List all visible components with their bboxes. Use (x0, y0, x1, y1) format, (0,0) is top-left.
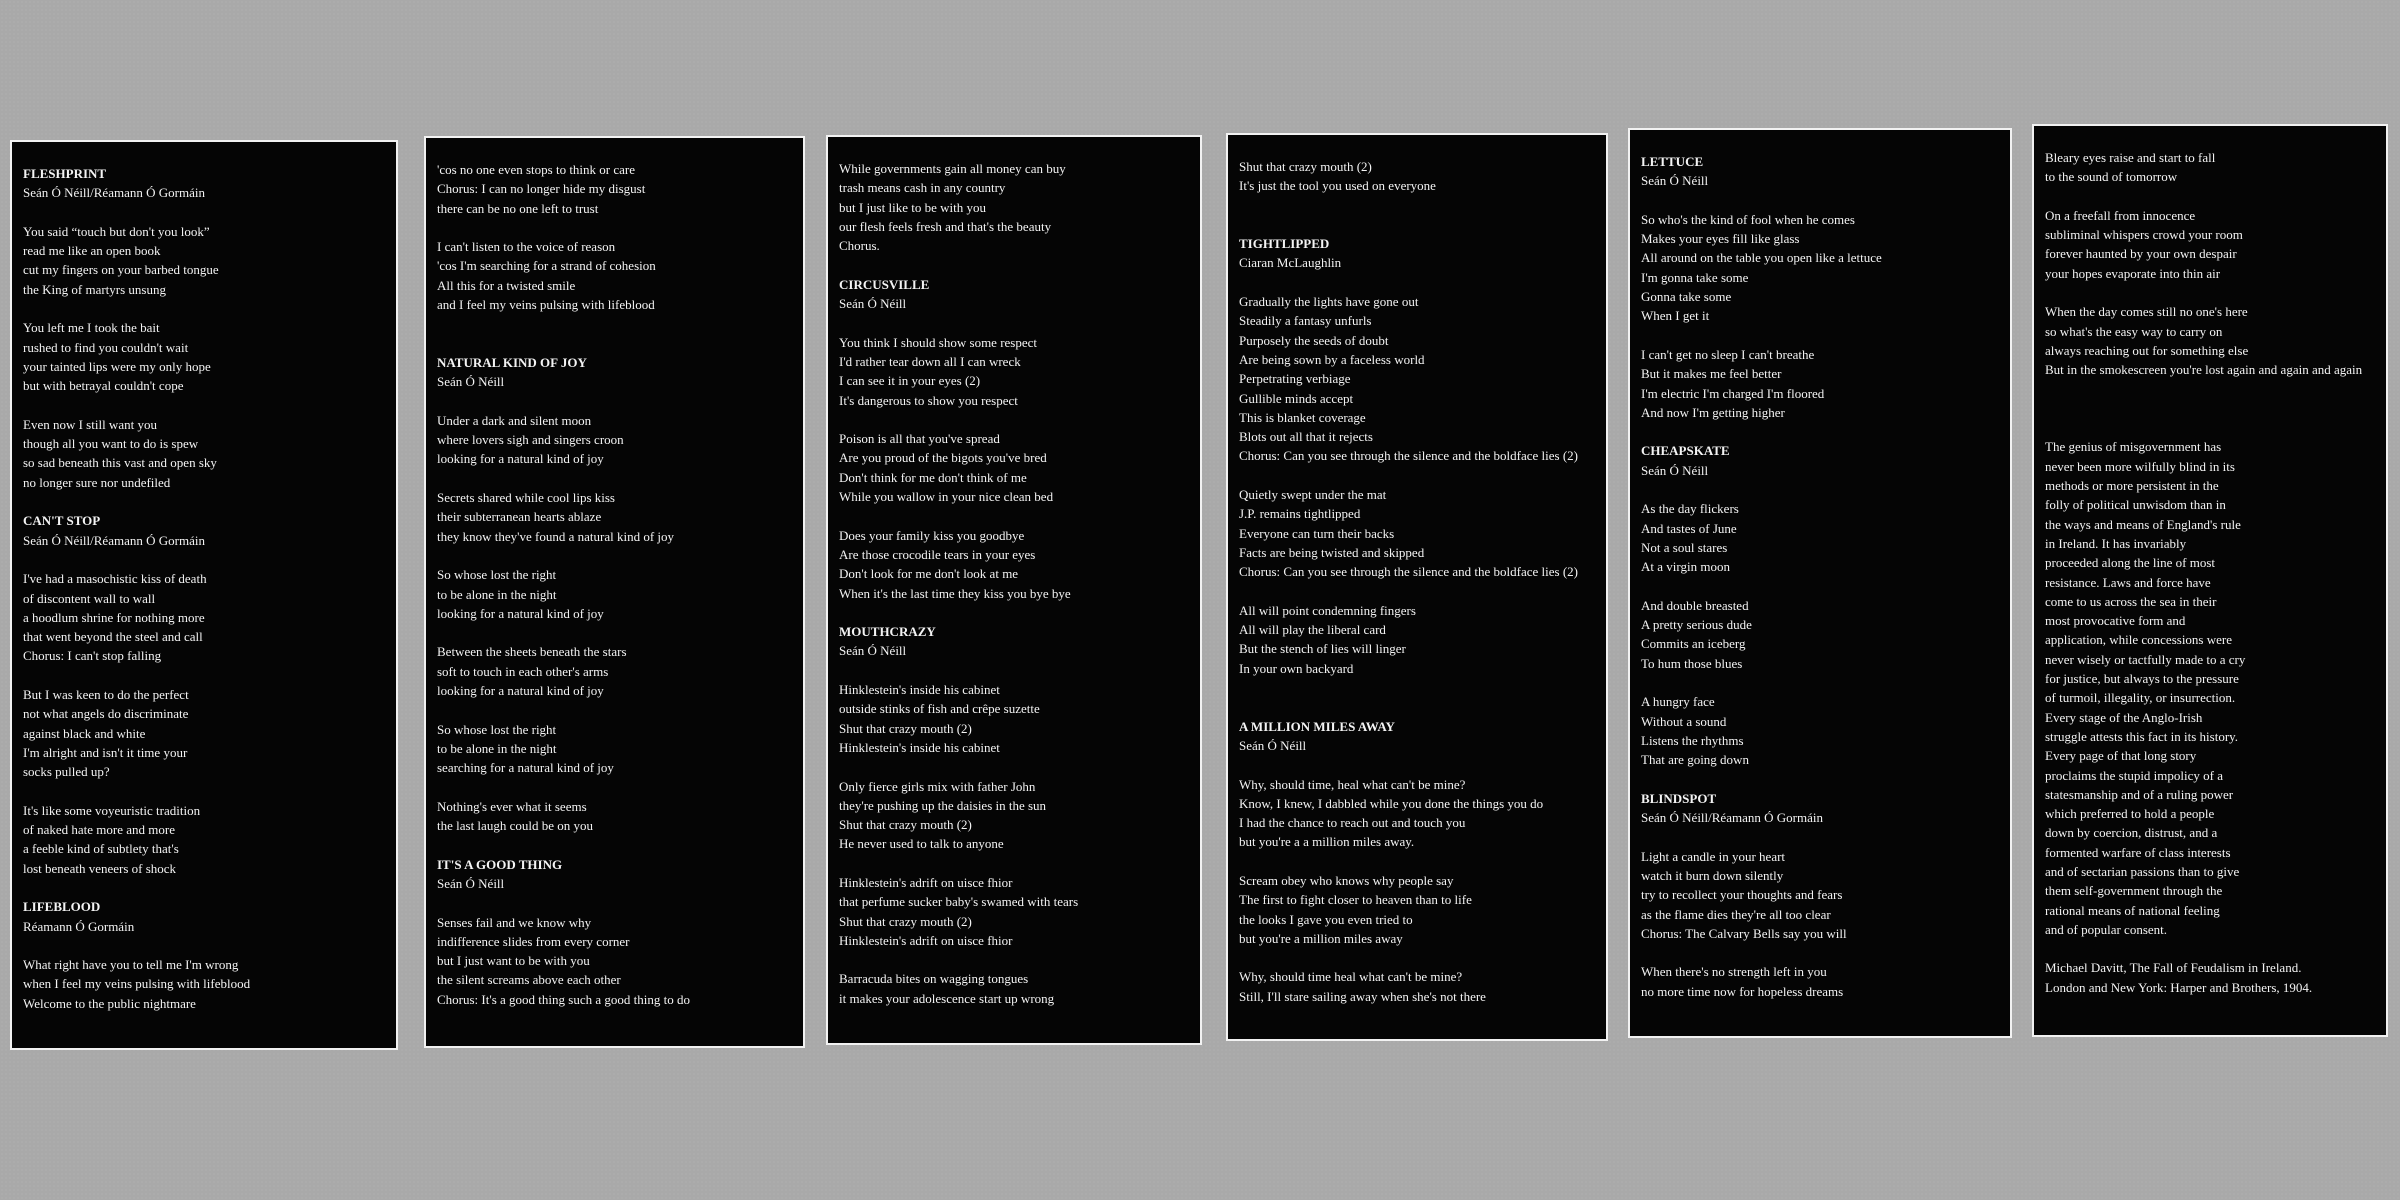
lyric-line: It's like some voyeuristic tradition (23, 802, 201, 818)
verse (437, 913, 793, 1009)
verse (1239, 157, 1596, 196)
lyric-line: Blots out all that it rejects (1239, 429, 1373, 445)
lyric-line: But the stench of lies will linger (1239, 641, 1406, 657)
lyric-line: Every stage of the Anglo-Irish (2045, 709, 2203, 725)
blank-line (2045, 399, 2376, 418)
lyric-line: Welcome to the public nightmare (23, 995, 196, 1011)
song-credit: Seán Ó Néill (1239, 737, 1307, 753)
lyric-line: Still, I'll stare sailing away when she's not there (1239, 988, 1486, 1004)
lyric-line: of discontent wall to wall (23, 590, 156, 606)
song-credit: Seán Ó Néill (839, 643, 907, 659)
lyric-line: no more time now for hopeless dreams (1641, 983, 1844, 999)
verse (437, 411, 793, 469)
lyric-line: What right have you to tell me I'm wrong (23, 957, 239, 973)
lyric-line: I'm electric I'm charged I'm floored (1641, 385, 1825, 401)
lyric-line: J.P. remains tightlipped (1239, 506, 1361, 522)
lyric-line: I can't get no sleep I can't breathe (1641, 346, 1815, 362)
verse (23, 318, 386, 395)
lyric-line: I had the chance to reach out and touch you (1239, 815, 1466, 831)
lyric-line: While governments gain all money can buy (839, 161, 1066, 176)
lyric-line: most provocative form and (2045, 613, 2186, 629)
lyric-line: not what angels do discriminate (23, 706, 189, 722)
verse (839, 777, 1190, 854)
verse (839, 969, 1190, 1008)
verse (1239, 967, 1596, 1006)
song-title: MOUTHCRAZY (839, 624, 936, 640)
verse (437, 720, 793, 778)
lyric-line: they're pushing up the daisies in the sun (839, 797, 1047, 813)
lyric-line: soft to touch in each other's arms (437, 663, 609, 679)
lyric-line: So whose lost the right (437, 567, 557, 583)
lyric-line: searching for a natural kind of joy (437, 760, 614, 776)
song-credit: Seán Ó Néill/Réamann Ó Gormáin (23, 532, 205, 548)
song-header (437, 353, 793, 392)
lyric-line: looking for a natural kind of joy (437, 605, 604, 621)
lyric-line: A hungry face (1641, 694, 1715, 710)
lyric-line: so what's the easy way to carry on (2045, 323, 2223, 339)
lyric-line: And tastes of June (1641, 520, 1737, 536)
lyric-line: Commits an iceberg (1641, 636, 1746, 652)
verse (1239, 601, 1596, 678)
song-header (1641, 789, 2000, 828)
lyric-line: down by coercion, distrust, and a (2045, 825, 2218, 841)
song-title: IT'S A GOOD THING (437, 856, 563, 872)
lyric-line: Under a dark and silent moon (437, 412, 592, 428)
verse (839, 873, 1190, 950)
lyric-line: against black and white (23, 725, 146, 741)
song-header (23, 164, 386, 203)
verse (2045, 302, 2376, 379)
song-credit: Seán Ó Néill/Réamann Ó Gormáin (23, 185, 205, 201)
lyrics-panel-6 (2032, 124, 2388, 1037)
song-credit: Seán Ó Néill (839, 296, 907, 312)
lyric-line: but with betrayal couldn't cope (23, 378, 184, 394)
lyric-line: our flesh feels fresh and that's the beauty (839, 218, 1052, 234)
verse (2045, 958, 2376, 997)
lyric-line: looking for a natural kind of joy (437, 451, 604, 467)
lyric-line: lost beneath veneers of shock (23, 860, 177, 876)
lyric-line: When I get it (1641, 308, 1710, 324)
lyric-line: socks pulled up? (23, 764, 110, 780)
lyric-line: Light a candle in your heart (1641, 848, 1786, 864)
lyric-line: Without a sound (1641, 713, 1727, 729)
lyric-line: which preferred to hold a people (2045, 806, 2215, 822)
lyric-line: Purposely the seeds of doubt (1239, 332, 1389, 348)
song-credit: Ciaran McLaughlin (1239, 255, 1342, 271)
verse (437, 237, 793, 314)
verse (1239, 871, 1596, 948)
lyric-line: for justice, but always to the pressure (2045, 671, 2239, 687)
lyric-line: to be alone in the night (437, 740, 557, 756)
lyric-line: in Ireland. It has invariably (2045, 535, 2187, 551)
lyric-line: So whose lost the right (437, 721, 557, 737)
lyric-line: Hinklestein's adrift on uisce fhior (839, 874, 1013, 890)
song-credit: Seán Ó Néill/Réamann Ó Gormáin (1641, 810, 1823, 826)
lyric-line: Are you proud of the bigots you've bred (839, 450, 1047, 466)
lyric-line: Hinklestein's inside his cabinet (839, 682, 1000, 698)
lyric-line: Why, should time, heal what can't be mine? (1239, 776, 1466, 792)
lyric-line: Poison is all that you've spread (839, 431, 1000, 447)
lyric-line: Shut that crazy mouth (2) (839, 817, 972, 833)
song-title: CIRCUSVILLE (839, 276, 930, 292)
lyric-line: Gonna take some (1641, 289, 1732, 305)
verse (437, 797, 793, 836)
lyric-line: and of popular consent. (2045, 921, 2168, 937)
verse (1641, 962, 2000, 1001)
lyric-line: but you're a million miles away (1239, 930, 1403, 946)
blank-line (2045, 418, 2376, 437)
lyric-line: But in the smokescreen you're lost again and again and again (2045, 362, 2363, 378)
blank-line (1239, 215, 1596, 234)
lyric-line: subliminal whispers crowd your room (2045, 227, 2243, 243)
lyric-line: When it's the last time they kiss you bye bye (839, 585, 1071, 601)
lyric-line: That are going down (1641, 752, 1749, 768)
song-credit: Seán Ó Néill (1641, 173, 1709, 189)
verse (23, 415, 386, 492)
song-header (437, 855, 793, 894)
lyric-line: Know, I knew, I dabbled while you done the things you do (1239, 795, 1544, 811)
lyric-line: On a freefall from innocence (2045, 207, 2196, 223)
lyric-line: though all you want to do is spew (23, 436, 199, 452)
lyric-line: struggle attests this fact in its history. (2045, 728, 2239, 744)
lyric-line: the silent screams above each other (437, 972, 621, 988)
lyric-line: Don't look for me don't look at me (839, 566, 1019, 582)
song-header (1239, 234, 1596, 273)
lyric-line: Gullible minds accept (1239, 390, 1354, 406)
lyric-line: Does your family kiss you goodbye (839, 527, 1025, 543)
verse (2045, 206, 2376, 283)
lyric-line: 'cos I'm searching for a strand of cohesion (437, 258, 656, 274)
lyric-line: that went beyond the steel and call (23, 629, 203, 645)
blank-line (437, 334, 793, 353)
song-credit: Seán Ó Néill (1641, 462, 1709, 478)
lyric-line: I've had a masochistic kiss of death (23, 571, 207, 587)
lyric-line: indifference slides from every corner (437, 933, 630, 949)
lyric-line: resistance. Laws and force have (2045, 574, 2211, 590)
lyric-line: All will point condemning fingers (1239, 602, 1416, 618)
lyric-line: Shut that crazy mouth (2) (839, 913, 972, 929)
lyric-line: to the sound of tomorrow (2045, 169, 2178, 185)
lyric-line: Perpetrating verbiage (1239, 371, 1351, 387)
lyric-line: try to recollect your thoughts and fears (1641, 887, 1843, 903)
lyric-line: I'd rather tear down all I can wreck (839, 353, 1021, 369)
lyric-line: To hum those blues (1641, 655, 1743, 671)
lyric-line: come to us across the sea in their (2045, 593, 2217, 609)
verse (839, 159, 1190, 255)
lyric-line: the ways and means of England's rule (2045, 516, 2241, 532)
verse (23, 801, 386, 878)
lyric-line: Not a soul stares (1641, 539, 1728, 555)
lyric-line: but I just like to be with you (839, 199, 986, 215)
lyric-line: there can be no one left to trust (437, 200, 599, 216)
lyric-line: methods or more persistent in the (2045, 478, 2219, 494)
lyric-line: Chorus. (839, 238, 880, 254)
verse (437, 488, 793, 546)
verse (1641, 210, 2000, 326)
lyric-line: cut my fingers on your barbed tongue (23, 262, 219, 278)
lyric-line: In your own backyard (1239, 660, 1354, 676)
lyrics-panel-1 (10, 140, 398, 1050)
lyric-line: All this for a twisted smile (437, 277, 576, 293)
lyric-line: always reaching out for something else (2045, 342, 2249, 358)
lyric-line: Bleary eyes raise and start to fall (2045, 150, 2216, 165)
lyric-line: Don't think for me don't think of me (839, 469, 1027, 485)
lyric-line: Everyone can turn their backs (1239, 525, 1395, 541)
verse (1239, 292, 1596, 466)
lyric-line: This is blanket coverage (1239, 409, 1366, 425)
lyric-line: Makes your eyes fill like glass (1641, 231, 1800, 247)
lyric-line: Senses fail and we know why (437, 914, 592, 930)
song-title: LETTUCE (1641, 154, 1704, 169)
song-credit: Réamann Ó Gormáin (23, 918, 135, 934)
lyric-line: but I just want to be with you (437, 953, 590, 969)
lyric-line: When there's no strength left in you (1641, 964, 1827, 980)
lyric-line: no longer sure nor undefiled (23, 474, 171, 490)
song-header (1239, 717, 1596, 756)
song-title: NATURAL KIND OF JOY (437, 354, 587, 370)
lyric-line: trash means cash in any country (839, 180, 1006, 196)
lyric-line: Chorus: The Calvary Bells say you will (1641, 925, 1847, 941)
lyric-line: While you wallow in your nice clean bed (839, 489, 1054, 505)
lyric-line: that perfume sucker baby's swamed with tears (839, 894, 1079, 910)
lyric-line: as the flame dies they're all too clear (1641, 906, 1831, 922)
verse (437, 160, 793, 218)
lyric-line: Chorus: I can't stop falling (23, 648, 162, 664)
lyric-line: it makes your adolescence start up wrong (839, 990, 1055, 1006)
verse (1641, 847, 2000, 943)
lyric-line: watch it burn down silently (1641, 867, 1784, 883)
verse (23, 222, 386, 299)
verse (23, 955, 386, 1013)
lyric-line: Every page of that long story (2045, 748, 2197, 764)
lyric-line: As the day flickers (1641, 501, 1739, 517)
lyric-line: I'm alright and isn't it time your (23, 744, 188, 760)
lyric-line: but you're a a million miles away. (1239, 834, 1415, 850)
lyric-line: A pretty serious dude (1641, 617, 1752, 633)
lyric-line: the last laugh could be on you (437, 818, 593, 834)
lyric-line: I'm gonna take some (1641, 269, 1749, 285)
lyric-line: their subterranean hearts ablaze (437, 509, 602, 525)
lyric-line: The first to fight closer to heaven than to life (1239, 892, 1472, 908)
lyric-line: He never used to talk to anyone (839, 836, 1004, 852)
lyric-line: When the day comes still no one's here (2045, 304, 2248, 320)
lyric-line: I can see it in your eyes (2) (839, 373, 981, 389)
lyric-line: a feeble kind of subtlety that's (23, 841, 179, 857)
lyric-line: Chorus: It's a good thing such a good thing to do (437, 991, 690, 1007)
lyric-line: Michael Davitt, The Fall of Feudalism in Ireland. (2045, 960, 2302, 976)
lyric-line: rushed to find you couldn't wait (23, 339, 189, 355)
verse (437, 642, 793, 700)
lyric-line: proceeded along the line of most (2045, 555, 2216, 571)
verse (1641, 345, 2000, 422)
lyrics-panel-4 (1226, 133, 1608, 1041)
lyric-line: statesmanship and of a ruling power (2045, 786, 2234, 802)
lyric-line: so sad beneath this vast and open sky (23, 455, 217, 471)
verse (839, 526, 1190, 603)
lyric-line: Chorus: Can you see through the silence and the boldface lies (2) (1239, 564, 1578, 580)
verse (1641, 692, 2000, 769)
lyric-line: to be alone in the night (437, 586, 557, 602)
lyric-line: And now I'm getting higher (1641, 404, 1785, 420)
lyric-line: the looks I gave you even tried to (1239, 911, 1413, 927)
lyric-line: folly of political unwisdom than in (2045, 497, 2226, 513)
lyric-line: You left me I took the bait (23, 320, 160, 336)
lyric-line: Chorus: Can you see through the silence and the boldface lies (2) (1239, 448, 1578, 464)
song-title: LIFEBLOOD (23, 899, 101, 915)
lyric-line: never been more wilfully blind in its (2045, 458, 2235, 474)
verse (437, 565, 793, 623)
lyric-line: Secrets shared while cool lips kiss (437, 490, 615, 506)
verse (839, 680, 1190, 757)
verse (839, 429, 1190, 506)
lyric-line: application, while concessions were (2045, 632, 2232, 648)
lyric-line: It's just the tool you used on everyone (1239, 178, 1436, 194)
lyric-line: At a virgin moon (1641, 559, 1730, 575)
lyric-line: read me like an open book (23, 243, 161, 259)
lyric-line: a hoodlum shrine for nothing more (23, 609, 205, 625)
lyric-line: Listens the rhythms (1641, 732, 1744, 748)
song-header (23, 897, 386, 936)
lyric-line: outside stinks of fish and crêpe suzette (839, 701, 1040, 717)
lyric-line: looking for a natural kind of joy (437, 683, 604, 699)
lyric-line: formented warfare of class interests (2045, 844, 2231, 860)
lyric-line: they know they've found a natural kind of joy (437, 528, 675, 544)
lyric-line: Barracuda bites on wagging tongues (839, 971, 1029, 987)
lyric-line: of turmoil, illegality, or insurrection. (2045, 690, 2236, 706)
lyric-line: them self-government through the (2045, 883, 2223, 899)
lyric-line: All will play the liberal card (1239, 622, 1386, 638)
lyric-line: You said “touch but don't you look” (23, 223, 210, 239)
verse (23, 569, 386, 665)
verse (839, 333, 1190, 410)
verse (2045, 437, 2376, 939)
lyric-line: Shut that crazy mouth (2) (1239, 159, 1372, 174)
lyric-line: Hinklestein's inside his cabinet (839, 739, 1000, 755)
verse (1641, 596, 2000, 673)
lyric-line: All around on the table you open like a lettuce (1641, 250, 1882, 266)
lyric-line: It's dangerous to show you respect (839, 392, 1018, 408)
song-title: CHEAPSKATE (1641, 443, 1730, 459)
lyric-line: of naked hate more and more (23, 822, 175, 838)
song-title: BLINDSPOT (1641, 790, 1717, 806)
verse (1239, 775, 1596, 852)
song-header (1641, 152, 2000, 191)
song-title: TIGHTLIPPED (1239, 236, 1330, 252)
lyric-line: So who's the kind of fool when he comes (1641, 211, 1855, 227)
lyric-line: your tainted lips were my only hope (23, 358, 211, 374)
blank-line (1239, 697, 1596, 716)
lyric-line: Between the sheets beneath the stars (437, 644, 627, 660)
song-credit: Seán Ó Néill (437, 875, 505, 891)
lyric-line: The genius of misgovernment has (2045, 439, 2222, 455)
lyric-line: Why, should time heal what can't be mine? (1239, 969, 1463, 985)
lyric-line: Shut that crazy mouth (2) (839, 720, 972, 736)
lyric-line: Chorus: I can no longer hide my disgust (437, 181, 646, 197)
song-credit: Seán Ó Néill (437, 374, 505, 390)
lyric-line: proclaims the stupid impolicy of a (2045, 767, 2223, 783)
lyric-line: Only fierce girls mix with father John (839, 778, 1036, 794)
lyric-line: Gradually the lights have gone out (1239, 294, 1419, 310)
lyric-line: rational means of national feeling (2045, 902, 2220, 918)
lyric-line: But I was keen to do the perfect (23, 687, 189, 703)
lyric-line: And double breasted (1641, 597, 1749, 613)
song-title: FLESHPRINT (23, 166, 107, 181)
lyric-line: Facts are being twisted and skipped (1239, 544, 1425, 560)
lyric-line: when I feel my veins pulsing with lifeblood (23, 976, 251, 992)
lyrics-panel-3 (826, 135, 1202, 1045)
lyric-line: Even now I still want you (23, 416, 157, 432)
verse (23, 685, 386, 781)
verse (1641, 499, 2000, 576)
lyric-line: Nothing's ever what it seems (437, 798, 587, 814)
lyric-line: London and New York: Harper and Brothers, 1904. (2045, 979, 2313, 995)
lyric-line: and of sectarian passions than to give (2045, 863, 2240, 879)
lyrics-panel-2 (424, 136, 805, 1048)
song-title: CAN'T STOP (23, 513, 101, 529)
song-title: A MILLION MILES AWAY (1239, 718, 1395, 734)
song-header (839, 275, 1190, 314)
lyric-line: and I feel my veins pulsing with lifeblood (437, 297, 655, 313)
lyric-line: Hinklestein's adrift on uisce fhior (839, 932, 1013, 948)
song-header (1641, 441, 2000, 480)
lyric-line: never wisely or tactfully made to a cry (2045, 651, 2246, 667)
lyrics-panel-5 (1628, 128, 2012, 1038)
lyric-line: Are those crocodile tears in your eyes (839, 546, 1036, 562)
song-header (23, 511, 386, 550)
verse (2045, 148, 2376, 187)
lyric-line: forever haunted by your own despair (2045, 246, 2237, 262)
lyric-line: But it makes me feel better (1641, 366, 1782, 382)
lyric-line: You think I should show some respect (839, 334, 1038, 350)
lyric-line: where lovers sigh and singers croon (437, 432, 624, 448)
lyric-line: Quietly swept under the mat (1239, 487, 1387, 503)
lyric-line: your hopes evaporate into thin air (2045, 265, 2221, 281)
lyric-line: Scream obey who knows why people say (1239, 872, 1454, 888)
lyric-line: I can't listen to the voice of reason (437, 239, 616, 255)
lyric-line: the King of martyrs unsung (23, 281, 166, 297)
lyric-line: 'cos no one even stops to think or care (437, 162, 636, 177)
lyric-line: Steadily a fantasy unfurls (1239, 313, 1372, 329)
song-header (839, 622, 1190, 661)
verse (1239, 485, 1596, 581)
lyric-line: Are being sown by a faceless world (1239, 351, 1425, 367)
